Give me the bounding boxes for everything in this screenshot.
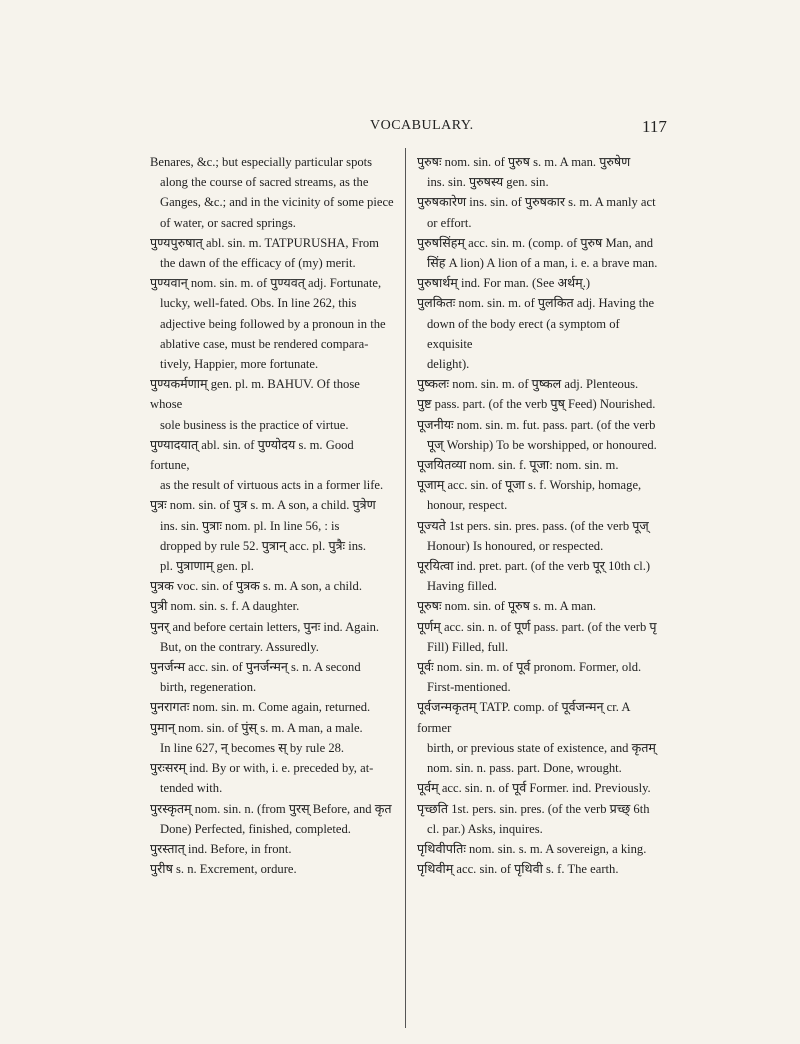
entry-line-first: पुरःसरम् ind. By or with, i. e. preceded by, at- bbox=[150, 761, 374, 776]
entry-line-first: पूजयितव्या nom. sin. f. पूजा: nom. sin. m. bbox=[417, 458, 619, 473]
dictionary-entry bbox=[417, 839, 663, 859]
entry-line-continued: पूज् Worship) To be worshipped, or honoured. bbox=[427, 437, 657, 452]
entry-line-first: पुमान् nom. sin. of पुंस् s. m. A man, a male. bbox=[150, 720, 363, 735]
dictionary-entry bbox=[417, 516, 663, 556]
entry-line-first: पुण्यादयात् abl. sin. of पुण्योदय s. m. Good fortune, bbox=[150, 437, 354, 473]
dictionary-entry bbox=[150, 596, 394, 616]
entry-line-first: पूर्वम् acc. sin. n. of पूर्व Former. ind. Previously. bbox=[417, 781, 651, 796]
entry-line-first: पूज्यते 1st pers. sin. pres. pass. (of the verb पूज् bbox=[417, 518, 649, 533]
entry-line-continued: First-mentioned. bbox=[427, 680, 511, 695]
entry-line-continued: along the course of sacred streams, as the bbox=[160, 175, 369, 190]
entry-line-continued: tively, Happier, more fortunate. bbox=[160, 357, 319, 372]
dictionary-entry bbox=[417, 394, 663, 414]
dictionary-entry bbox=[150, 799, 394, 839]
entry-line-first: पुरस्कृतम् nom. sin. n. (from पुरस् Before, and कृत bbox=[150, 801, 392, 816]
entry-line-continued: nom. sin. n. pass. part. Done, wrought. bbox=[427, 761, 622, 776]
dictionary-entry bbox=[417, 799, 663, 839]
entry-line-first: पुरीष s. n. Excrement, ordure. bbox=[150, 862, 297, 877]
dictionary-entry bbox=[150, 374, 394, 435]
entry-line-continued: Honour) Is honoured, or respected. bbox=[427, 538, 604, 553]
entry-line-first: पुरुषकारेण ins. sin. of पुरुषकार s. m. A manly act bbox=[417, 195, 656, 210]
entry-line-continued: Ganges, &c.; and in the vicinity of some piece bbox=[160, 195, 394, 210]
column-divider bbox=[405, 148, 406, 1028]
entry-line-first: पूरयित्वा ind. pret. part. (of the verb पूर् 10th cl.) bbox=[417, 559, 651, 574]
entry-line-first: पुत्री nom. sin. s. f. A daughter. bbox=[150, 599, 300, 614]
entry-line-first: पुण्यवान् nom. sin. m. of पुण्यवत् adj. Fortunate, bbox=[150, 276, 382, 291]
entry-line-first: पूजनीयः nom. sin. m. fut. pass. part. (of the verb bbox=[417, 417, 656, 432]
entry-line-first: पृच्छति 1st. pers. sin. pres. (of the verb प्रच्छ् 6th bbox=[417, 801, 650, 816]
dictionary-entry bbox=[417, 455, 663, 475]
left-column bbox=[150, 152, 394, 879]
dictionary-entry bbox=[150, 718, 394, 758]
dictionary-entry bbox=[417, 657, 663, 697]
entry-line-continued: ins. sin. पुरुषस्य gen. sin. bbox=[427, 175, 549, 190]
entry-line-first: पूर्णम् acc. sin. n. of पूर्ण pass. part. (of the verb पृ bbox=[417, 619, 657, 634]
entry-line-continued: sole business is the practice of virtue. bbox=[160, 417, 349, 432]
dictionary-entry bbox=[417, 556, 663, 596]
dictionary-entry bbox=[150, 657, 394, 697]
dictionary-entry bbox=[417, 596, 663, 616]
entry-line-continued: down of the body erect (a symptom of exquisite bbox=[427, 316, 620, 351]
dictionary-entry bbox=[417, 273, 663, 293]
dictionary-entry bbox=[150, 758, 394, 798]
entry-line-first: पुत्रः nom. sin. of पुत्र s. m. A son, a child. पुत्रेण bbox=[150, 498, 376, 513]
dictionary-entry bbox=[417, 617, 663, 657]
entry-line-first: पुरुषसिंहम् acc. sin. m. (comp. of पुरुष Man, and bbox=[417, 235, 654, 250]
page-header bbox=[0, 118, 800, 142]
entry-line-first: पृथिवीपतिः nom. sin. s. m. A sovereign, a king. bbox=[417, 841, 647, 856]
entry-line-first: पुष्कलः nom. sin. m. of पुष्कल adj. Plenteous. bbox=[417, 377, 639, 392]
entry-line-first: पुष्ट pass. part. (of the verb पुष् Feed) Nourished. bbox=[417, 397, 656, 412]
dictionary-entry bbox=[417, 293, 663, 374]
entry-line-first: पुण्यकर्मणाम् gen. pl. m. BAHUV. Of those whose bbox=[150, 377, 360, 412]
entry-line-first: पुत्रक voc. sin. of पुत्रक s. m. A son, a child. bbox=[150, 579, 362, 594]
entry-line-continued: सिंह A lion) A lion of a man, i. e. a brave man. bbox=[427, 256, 658, 271]
entry-line-first: पुरस्तात् ind. Before, in front. bbox=[150, 841, 292, 856]
entry-line-continued: pl. पुत्राणाम् gen. pl. bbox=[160, 559, 254, 574]
entry-line-continued: adjective being followed by a pronoun in the bbox=[160, 316, 386, 331]
entry-line-first: पूर्वः nom. sin. m. of पूर्व pronom. Former, old. bbox=[417, 660, 642, 675]
dictionary-entry bbox=[150, 435, 394, 496]
dictionary-entry bbox=[150, 697, 394, 717]
entry-line-first: पुनर्जन्म acc. sin. of पुनर्जन्मन् s. n. A second bbox=[150, 660, 361, 675]
entry-line-first: पुलकितः nom. sin. m. of पुलकित adj. Having the bbox=[417, 296, 655, 311]
entry-line-continued: ablative case, must be rendered compara- bbox=[160, 336, 369, 351]
entry-line-first: पुण्यपुरुषात् abl. sin. m. TATPURUSHA, From bbox=[150, 235, 379, 250]
entry-line-continued: In line 627, न् becomes स् by rule 28. bbox=[160, 740, 345, 755]
dictionary-entry bbox=[150, 576, 394, 596]
entry-line-first: पूर्वजन्मकृतम् TATP. comp. of पूर्वजन्मन् cr. A former bbox=[417, 700, 630, 735]
running-title: VOCABULARY. bbox=[370, 118, 474, 133]
entry-line-continued: honour, respect. bbox=[427, 498, 508, 513]
entry-line-first: पुरुषार्थम् ind. For man. (See अर्थम्.) bbox=[417, 276, 591, 291]
entry-line-continued: ins. sin. पुत्राः nom. pl. In line 56, : is bbox=[160, 518, 340, 533]
entry-line-first: पुरुषः nom. sin. of पुरुष s. m. A man. पुरुषेण bbox=[417, 155, 631, 169]
dictionary-entry bbox=[417, 475, 663, 515]
entry-line-first: पूरुषः nom. sin. of पूरुष s. m. A man. bbox=[417, 599, 597, 614]
entry-line-continued: lucky, well-fated. Obs. In line 262, this bbox=[160, 296, 357, 311]
entry-line-continued: birth, or previous state of existence, and कृतम् bbox=[427, 740, 656, 755]
dictionary-entry bbox=[417, 233, 663, 273]
entry-line-continued: or effort. bbox=[427, 215, 472, 230]
entry-line-first: पुनर् and before certain letters, पुनः ind. Again. bbox=[150, 619, 380, 634]
entry-line-continued: dropped by rule 52. पुत्रान् acc. pl. पुत्रैः ins. bbox=[160, 538, 367, 553]
dictionary-entry bbox=[417, 374, 663, 394]
entry-line-continued: the dawn of the efficacy of (my) merit. bbox=[160, 256, 356, 271]
entry-line-continued: Having filled. bbox=[427, 579, 497, 594]
dictionary-entry bbox=[150, 495, 394, 576]
dictionary-entry bbox=[150, 859, 394, 879]
dictionary-entry bbox=[150, 839, 394, 859]
dictionary-entry bbox=[417, 778, 663, 798]
entry-line-first: पुनरागतः nom. sin. m. Come again, returned. bbox=[150, 700, 371, 715]
dictionary-entry bbox=[150, 273, 394, 374]
entry-line-first: पृथिवीम् acc. sin. of पृथिवी s. f. The earth. bbox=[417, 862, 619, 877]
dictionary-entry bbox=[150, 152, 394, 233]
right-column bbox=[417, 152, 663, 879]
entry-line-first: पूजाम् acc. sin. of पूजा s. f. Worship, homage, bbox=[417, 478, 642, 493]
entry-line-continued: But, on the contrary. Assuredly. bbox=[160, 639, 319, 654]
dictionary-entry bbox=[417, 415, 663, 455]
page-number: 117 bbox=[642, 117, 667, 136]
dictionary-entry bbox=[417, 859, 663, 879]
dictionary-entry bbox=[417, 697, 663, 778]
entry-line-continued: delight). bbox=[427, 357, 470, 372]
entry-line-continued: cl. par.) Asks, inquires. bbox=[427, 821, 543, 836]
entry-line-first: Benares, &c.; but especially particular spots bbox=[150, 155, 373, 169]
entry-line-continued: Done) Perfected, finished, completed. bbox=[160, 821, 351, 836]
dictionary-entry bbox=[417, 192, 663, 232]
entry-line-continued: of water, or sacred springs. bbox=[160, 215, 296, 230]
dictionary-entry bbox=[150, 617, 394, 657]
dictionary-entry bbox=[150, 233, 394, 273]
entry-line-continued: birth, regeneration. bbox=[160, 680, 257, 695]
entry-line-continued: as the result of virtuous acts in a former life. bbox=[160, 478, 384, 493]
entry-line-continued: Fill) Filled, full. bbox=[427, 639, 509, 654]
entry-line-continued: tended with. bbox=[160, 781, 223, 796]
dictionary-entry bbox=[417, 152, 663, 192]
